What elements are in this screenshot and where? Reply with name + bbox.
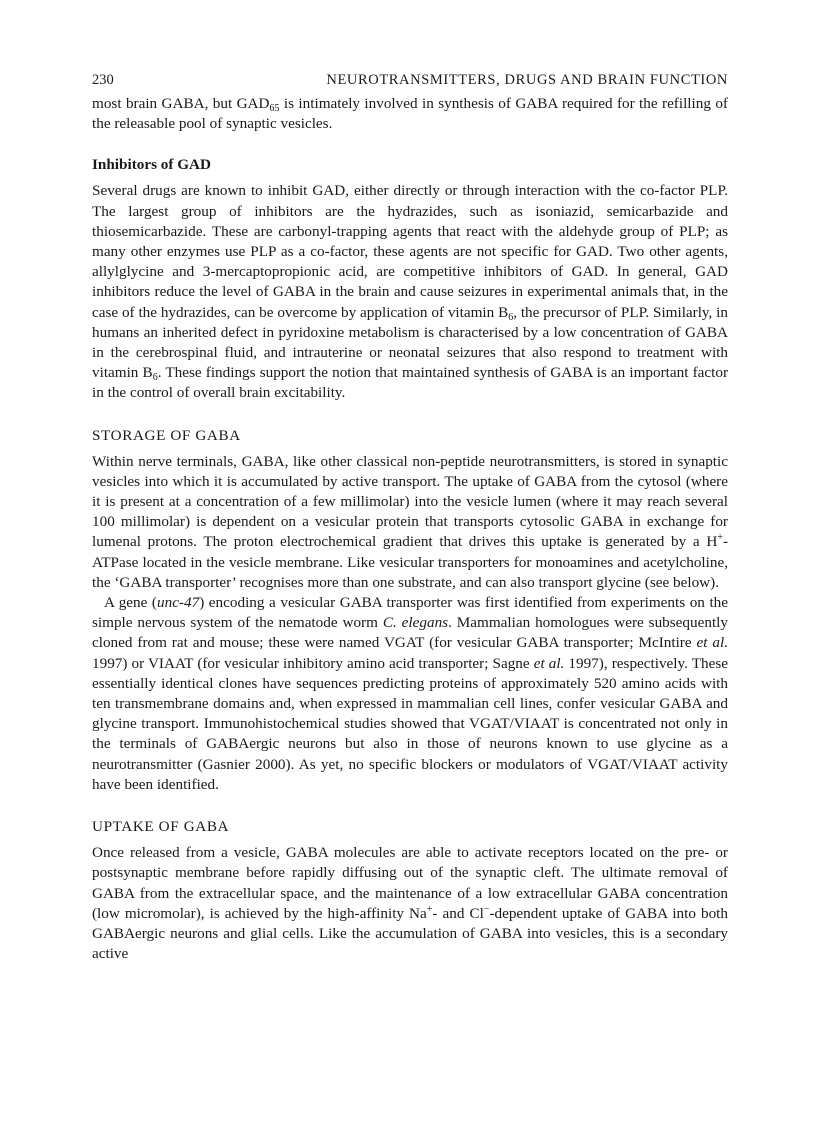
inhibitors-paragraph: Several drugs are known to inhibit GAD, either directly or through interaction with the co-factor PLP. The largest group of inhibitors are the hydrazides, such as isoniazid, semicarbazide and thiosemicarbazide. These are carbonyl-trapping agents that react with the aldehyde group of PLP; as many other enzymes use PLP as a co-factor, these agents are not specific for GAD. Two other agents, allylglycine and 3-mercaptopropionic acid, are competitive inhibitors of GAD. In general, GAD inhibitors reduce the level of GABA in the brain and cause seizures in experimental animals that, in the case of the hydrazides, can be overcome by application of vitamin $B_6$, the precursor of PLP. Similarly, in humans an inherited defect in pyridoxine metabolism is characterised by a low concentration of GABA in the cerebrospinal fluid, and intrauterine or neonatal seizures that also respond to treatment with vitamin $B_6$. These findings support the notion that maintained synthesis of GABA is an important factor in the control of overall brain excitability. xyxy=(92,182,729,402)
storage-heading: STORAGE OF GABA xyxy=(92,426,241,444)
storage-paragraph-2: A gene (unc-47) encoding a vesicular GABA transporter was first identified from experiments on the simple nervous system of the nematode worm C. elegans. Mammalian homologues were subsequently cloned from rat and mouse; these were named VGAT (for vesicular GABA transporter; McIntire et al. 1997) or VIAAT (for vesicular inhibitory amino acid transporter; Sagne et al. 1997), respectively. These essentially identical clones have sequences predicting proteins of approximately 520 amino acids with ten transmembrane domains and, when expressed in mammalian cell lines, confer vesicular GABA and glycine transport. Immunohistochemical studies showed that VGAT/VIAAT is concentrated not only in the terminals of GABAergic neurons but also in those of neurons known to use glycine as a neurotransmitter (Gasnier 2000). As yet, no specific blockers or modulators of VGAT/VIAAT activity have been identified. xyxy=(92,594,729,793)
running-head xyxy=(92,72,728,94)
running-title: NEUROTRANSMITTERS, DRUGS AND BRAIN FUNCTION xyxy=(326,72,728,88)
page-number: 230 xyxy=(92,72,114,88)
uptake-heading: UPTAKE OF GABA xyxy=(92,818,230,836)
book-page xyxy=(92,72,728,964)
intro-paragraph: most brain GABA, but $GAD_{65}$ is intimately involved in synthesis of GABA required for the refilling of the releasable pool of synaptic vesicles. xyxy=(92,95,728,133)
storage-paragraph-1: Within nerve terminals, GABA, like other classical non-peptide neurotransmitters, is stored in synaptic vesicles into which it is accumulated by active transport. The uptake of GABA from the cytosol (where it is present at a concentration of a few millimolar) into the vesicle lumen (where it may reach several 100 millimolar) is dependent on a vesicular protein that transports cytosolic GABA in exchange for lumenal protons. The proton electrochemical gradient that drives this uptake is generated by a H+-ATPase located in the vesicle membrane. Like vesicular transporters for monoamines and acetylcholine, the ‘GABA transporter’ recognises more than one substrate, and can also transport glycine (see below). xyxy=(92,452,728,591)
inhibitors-heading: Inhibitors of GAD xyxy=(92,156,211,174)
uptake-paragraph: Once released from a vesicle, GABA molecules are able to activate receptors located on the pre- or postsynaptic membrane before rapidly diffusing out of the synaptic cleft. The ultimate removal of GABA from the extracellular space, and the maintenance of a low extracellular GABA concentration (low micromolar), is achieved by the high-affinity Na+- and Cl−-dependent uptake of GABA into both GABAergic neurons and glial cells. Like the accumulation of GABA into vesicles, this is a secondary active xyxy=(92,844,728,963)
